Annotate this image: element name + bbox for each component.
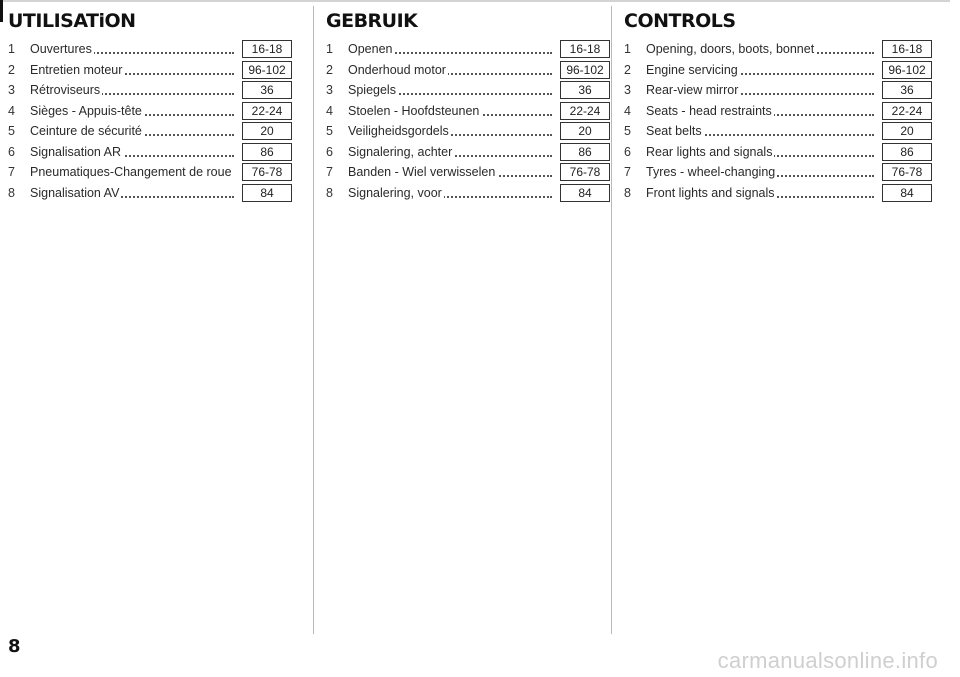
page-reference: 20 bbox=[882, 122, 932, 140]
item-number: 7 bbox=[624, 165, 631, 179]
list-item bbox=[326, 143, 612, 164]
column-divider bbox=[611, 6, 612, 634]
item-number: 8 bbox=[326, 185, 333, 200]
list-item bbox=[624, 102, 934, 123]
item-number: 1 bbox=[624, 42, 631, 56]
list-item bbox=[8, 61, 294, 82]
page-reference: 22-24 bbox=[882, 102, 932, 120]
item-label: Signalering, achter bbox=[348, 144, 453, 159]
list-item bbox=[624, 81, 934, 102]
item-label: Ouvertures bbox=[30, 42, 92, 56]
list-item bbox=[624, 163, 934, 184]
item-label: Veiligheidsgordels bbox=[348, 124, 449, 138]
item-number: 3 bbox=[624, 83, 631, 97]
section-title-nl: GEBRUIK bbox=[326, 10, 418, 32]
list-item bbox=[624, 122, 934, 143]
list-item bbox=[326, 61, 612, 82]
page-reference: 96-102 bbox=[242, 61, 292, 79]
list-item bbox=[326, 81, 612, 102]
page-reference: 84 bbox=[560, 184, 610, 202]
section-title-fr: UTILISATiON bbox=[8, 10, 136, 32]
item-label: Engine servicing bbox=[646, 62, 738, 77]
item-label: Seats - head restraints bbox=[646, 103, 772, 118]
item-number: 5 bbox=[624, 124, 631, 138]
page-reference: 16-18 bbox=[560, 40, 610, 58]
item-number: 3 bbox=[8, 83, 15, 97]
page-reference: 36 bbox=[882, 81, 932, 99]
watermark: carmanualsonline.info bbox=[717, 648, 938, 673]
item-label: Rétroviseurs bbox=[30, 83, 101, 97]
item-label: Tyres - wheel-changing bbox=[646, 165, 776, 179]
item-label: Onderhoud motor bbox=[348, 62, 446, 77]
page-reference: 20 bbox=[242, 122, 292, 140]
section-title-en: CONTROLS bbox=[624, 10, 736, 32]
item-number: 3 bbox=[326, 83, 333, 97]
item-number: 6 bbox=[624, 144, 631, 159]
list-item bbox=[8, 143, 294, 164]
page-number: 8 bbox=[8, 636, 21, 657]
list-item bbox=[624, 40, 934, 61]
item-label: Entretien moteur bbox=[30, 62, 123, 77]
item-label: Signalering, voor bbox=[348, 185, 442, 200]
item-number: 1 bbox=[8, 42, 15, 56]
page-reference: 86 bbox=[242, 143, 292, 161]
page-reference: 16-18 bbox=[242, 40, 292, 58]
item-number: 4 bbox=[8, 103, 15, 118]
item-number: 5 bbox=[326, 124, 333, 138]
page-reference: 76-78 bbox=[242, 163, 292, 181]
item-number: 1 bbox=[326, 42, 333, 56]
page-reference: 84 bbox=[882, 184, 932, 202]
top-rule bbox=[0, 0, 950, 2]
item-list-en bbox=[624, 40, 934, 204]
item-number: 8 bbox=[624, 185, 631, 200]
page-reference: 76-78 bbox=[560, 163, 610, 181]
item-list-nl bbox=[326, 40, 612, 204]
list-item bbox=[326, 122, 612, 143]
item-number: 7 bbox=[326, 165, 333, 179]
list-item bbox=[624, 143, 934, 164]
item-number: 2 bbox=[8, 62, 15, 77]
item-number: 6 bbox=[8, 144, 15, 159]
item-label: Opening, doors, boots, bonnet bbox=[646, 42, 815, 56]
page-reference: 36 bbox=[560, 81, 610, 99]
page-reference: 96-102 bbox=[560, 61, 610, 79]
page-reference: 16-18 bbox=[882, 40, 932, 58]
page-reference: 96-102 bbox=[882, 61, 932, 79]
item-label: Spiegels bbox=[348, 83, 396, 97]
list-item bbox=[326, 163, 612, 184]
page-reference: 22-24 bbox=[560, 102, 610, 120]
list-item bbox=[624, 184, 934, 205]
item-label: Sièges - Appuis-tête bbox=[30, 103, 142, 118]
item-label: Openen bbox=[348, 42, 393, 56]
item-label: Front lights and signals bbox=[646, 185, 775, 200]
item-list-fr bbox=[8, 40, 294, 204]
item-number: 6 bbox=[326, 144, 333, 159]
list-item bbox=[8, 163, 294, 184]
page-reference: 22-24 bbox=[242, 102, 292, 120]
list-item bbox=[8, 102, 294, 123]
page-reference: 20 bbox=[560, 122, 610, 140]
item-label: Rear-view mirror bbox=[646, 83, 739, 97]
list-item bbox=[8, 40, 294, 61]
item-label: Pneumatiques-Changement de roue bbox=[30, 165, 232, 179]
item-label: Stoelen - Hoofdsteunen bbox=[348, 103, 480, 118]
left-edge-mark bbox=[0, 0, 3, 22]
item-number: 2 bbox=[624, 62, 631, 77]
list-item bbox=[8, 184, 294, 205]
list-item bbox=[624, 61, 934, 82]
item-number: 7 bbox=[8, 165, 15, 179]
item-label: Rear lights and signals bbox=[646, 144, 773, 159]
item-label: Ceinture de sécurité bbox=[30, 124, 142, 138]
page-reference: 36 bbox=[242, 81, 292, 99]
item-label: Seat belts bbox=[646, 124, 702, 138]
item-label: Signalisation AV bbox=[30, 185, 120, 200]
list-item bbox=[326, 102, 612, 123]
column-divider bbox=[313, 6, 314, 634]
page-reference: 76-78 bbox=[882, 163, 932, 181]
item-number: 4 bbox=[326, 103, 333, 118]
page-reference: 86 bbox=[560, 143, 610, 161]
item-label: Signalisation AR bbox=[30, 144, 122, 159]
list-item bbox=[8, 122, 294, 143]
list-item bbox=[326, 40, 612, 61]
item-number: 4 bbox=[624, 103, 631, 118]
page-reference: 84 bbox=[242, 184, 292, 202]
item-number: 8 bbox=[8, 185, 15, 200]
item-number: 2 bbox=[326, 62, 333, 77]
item-label: Banden - Wiel verwisselen bbox=[348, 165, 496, 179]
list-item bbox=[326, 184, 612, 205]
list-item bbox=[8, 81, 294, 102]
item-number: 5 bbox=[8, 124, 15, 138]
page-reference: 86 bbox=[882, 143, 932, 161]
